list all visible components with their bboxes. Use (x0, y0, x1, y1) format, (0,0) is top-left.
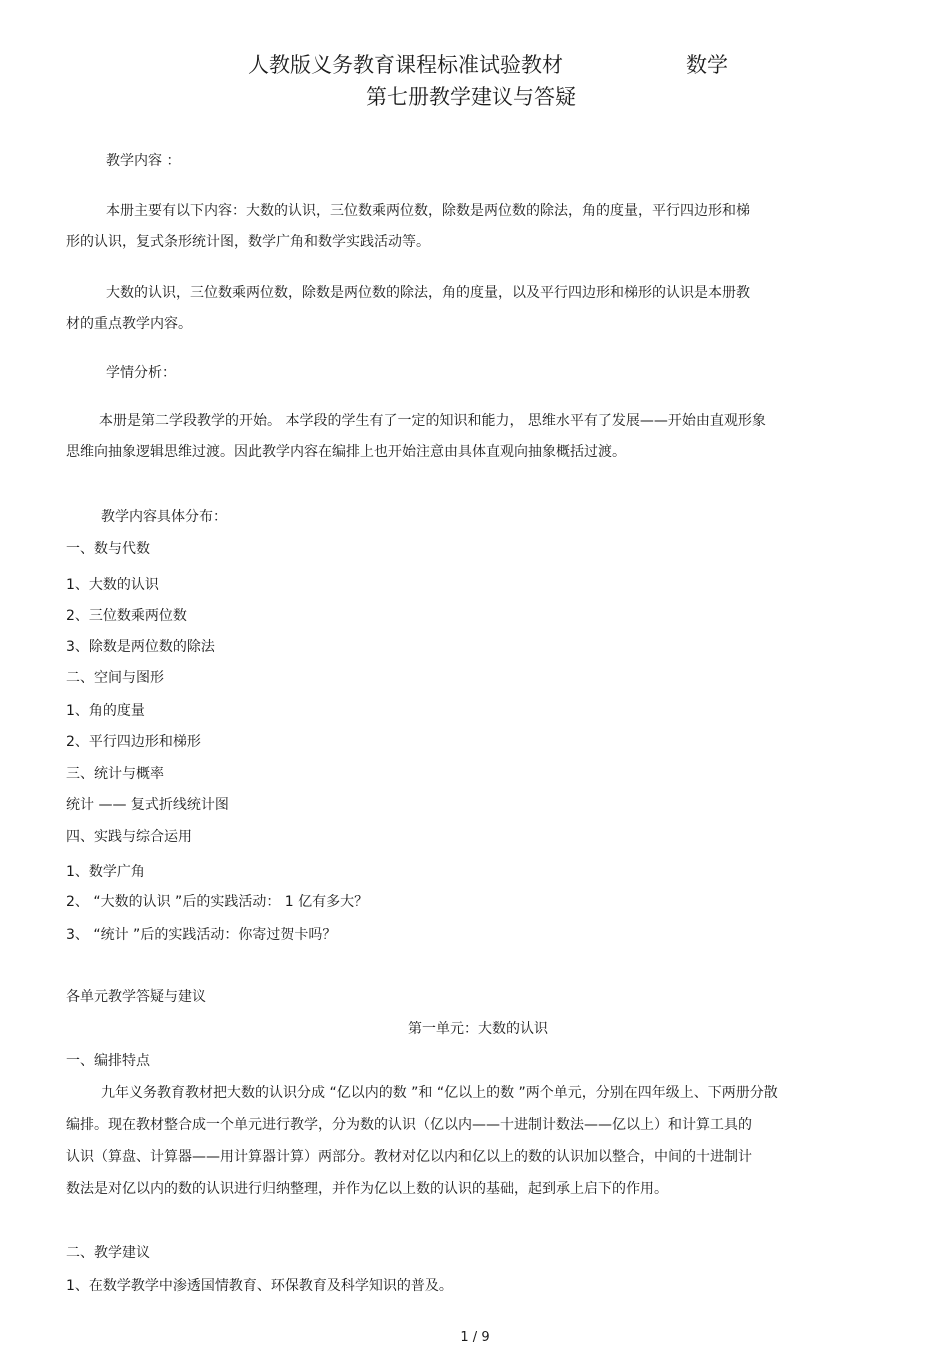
units-heading: 各单元教学答疑与建议 (66, 989, 206, 1005)
unit-title: 第一单元：大数的认识 (408, 1021, 548, 1037)
paragraph-line: 本册主要有以下内容：大数的认识，三位数乘两位数，除数是两位数的除法，角的度量，平行四边形和梯 (106, 203, 750, 219)
document-subtitle: 第七册教学建议与答疑 (366, 85, 576, 109)
analysis-label: 学情分析： (106, 365, 176, 381)
paragraph-line: 思维向抽象逻辑思维过渡。因此教学内容在编排上也开始注意由具体直观向抽象概括过渡。 (66, 444, 626, 460)
paragraph-line: 认识（算盘、计算器——用计算器计算）两部分。教材对亿以内和亿以上的数的认识加以整合，中间的十进制计 (66, 1149, 752, 1165)
section-heading: 二、空间与图形 (66, 670, 164, 686)
list-item: 1、角的度量 (66, 703, 145, 719)
section-heading: 三、统计与概率 (66, 766, 164, 782)
paragraph-line: 形的认识，复式条形统计图，数学广角和数学实践活动等。 (66, 234, 430, 250)
list-item: 1、大数的认识 (66, 577, 159, 593)
section-heading: 一、数与代数 (66, 541, 150, 557)
paragraph-line: 材的重点教学内容。 (66, 316, 192, 332)
section-heading: 四、实践与综合运用 (66, 829, 192, 845)
document-title: 人教版义务教育课程标准试验教材 (248, 53, 563, 77)
page-number: 1 / 9 (460, 1330, 490, 1345)
list-item: 统计 —— 复式折线统计图 (66, 797, 229, 813)
paragraph-line: 数法是对亿以内的数的认识进行归纳整理，并作为亿以上数的认识的基础，起到承上启下的作用。 (66, 1181, 668, 1197)
list-item: 1、在数学教学中渗透国情教育、环保教育及科学知识的普及。 (66, 1278, 453, 1294)
teaching-content-label: 教学内容 ： (106, 153, 181, 169)
paragraph-line: 九年义务教育教材把大数的认识分成 “亿以内的数 ”和 “亿以上的数 ”两个单元，分别在四年级上、下两册分散 (101, 1085, 778, 1101)
list-item: 3、 “统计 ”后的实践活动：你寄过贺卡吗？ (66, 927, 337, 943)
section-heading: 一、编排特点 (66, 1053, 150, 1069)
paragraph-line: 编排。现在教材整合成一个单元进行教学，分为数的认识（亿以内——十进制计数法——亿以上）和计算工具的 (66, 1117, 752, 1133)
list-item: 2、平行四边形和梯形 (66, 734, 201, 750)
paragraph-line: 大数的认识，三位数乘两位数，除数是两位数的除法，角的度量，以及平行四边形和梯形的认识是本册教 (106, 285, 750, 301)
list-item: 2、三位数乘两位数 (66, 608, 187, 624)
paragraph-line: 本册是第二学段教学的开始。 本学段的学生有了一定的知识和能力， 思维水平有了发展——开始由直观形象 (99, 413, 766, 429)
distribution-label: 教学内容具体分布： (101, 509, 227, 525)
list-item: 2、 “大数的认识 ”后的实践活动： 1 亿有多大？ (66, 894, 369, 910)
document-subject: 数学 (686, 53, 728, 77)
list-item: 1、数学广角 (66, 864, 145, 880)
section-heading: 二、教学建议 (66, 1245, 150, 1261)
list-item: 3、除数是两位数的除法 (66, 639, 215, 655)
